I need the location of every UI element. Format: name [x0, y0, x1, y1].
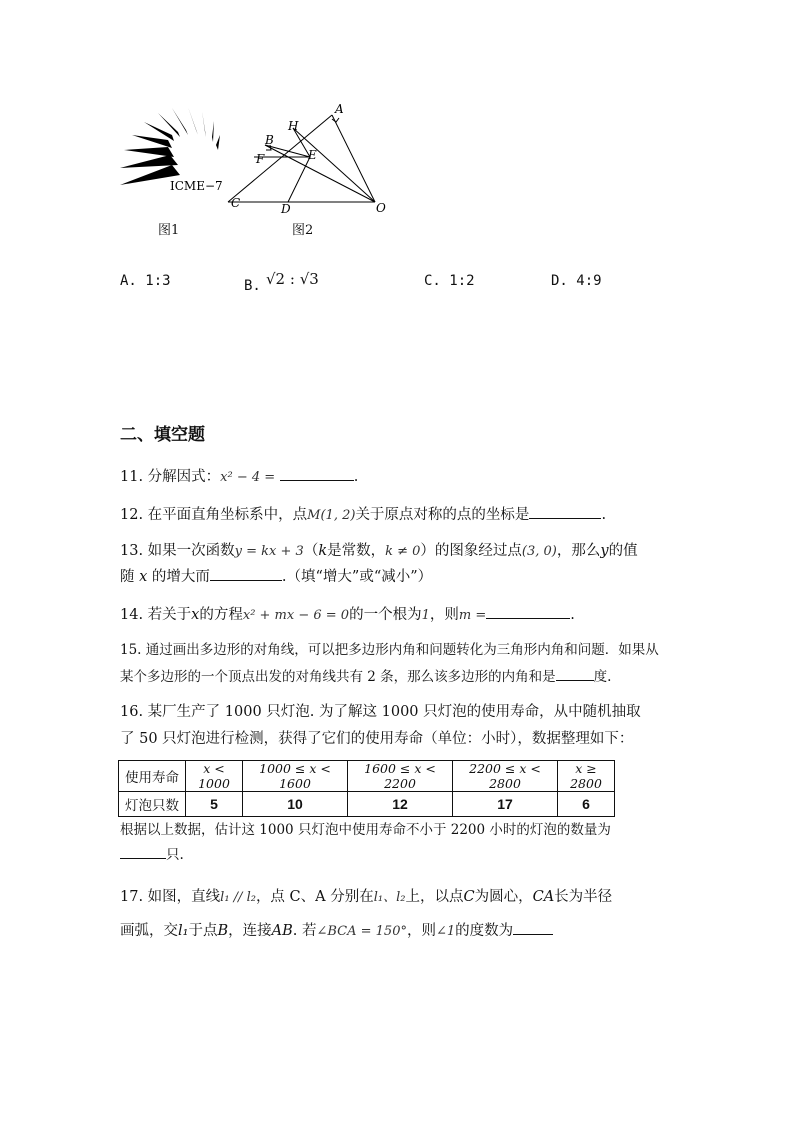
q15-line2-a: 某个多边形的一个顶点出发的对角线共有 2 条，那么该多边形的内角和是: [120, 669, 556, 685]
section-title: 二、填空题: [120, 425, 205, 445]
q13-x: x: [139, 569, 148, 585]
q11-end: .: [353, 469, 359, 485]
q15-line1: 15. 通过画出多边形的对角线，可以把多边形内角和问题转化为三角形内角和问题．如果从: [120, 642, 659, 658]
question-11: [120, 466, 358, 488]
q11-number: 11.: [120, 469, 144, 485]
q17-line2-d: . 若: [292, 923, 317, 939]
q17-line2-b: 于点: [188, 923, 218, 939]
q13-line2-b: 的增大而: [151, 569, 210, 585]
q17-c: C: [463, 889, 475, 905]
q13-line1-d: ）的图象经过点: [420, 543, 522, 559]
choice-d: D. 4:9: [551, 273, 602, 289]
q14-m: m =: [458, 608, 487, 623]
icme-text: ICME−7: [170, 179, 223, 193]
table-count-cell: 12: [348, 792, 453, 817]
point-label-h: H: [288, 119, 299, 133]
q14-end: .: [570, 607, 575, 623]
question-15-line2: [120, 666, 611, 687]
table-header-count: 灯泡只数: [119, 792, 186, 817]
q16-line4-b: 只.: [166, 847, 184, 863]
q13-k: k: [318, 543, 328, 559]
q14-text1: 14. 若关于: [120, 607, 192, 623]
point-label-o: O: [376, 201, 386, 215]
q13-answer-blank[interactable]: [210, 566, 282, 581]
question-13-line1: [120, 541, 638, 562]
q17-line1-e: 长为半径: [554, 889, 613, 905]
table-count-cell: 10: [243, 792, 348, 817]
q17-l1: l₁: [178, 923, 189, 939]
table-range-cell: 2200 ≤ x < 2800: [453, 761, 558, 792]
q16-line3: 根据以上数据，估计这 1000 只灯泡中使用寿命不小于 2200 小时的灯泡的数量为: [120, 822, 611, 838]
figure1-caption: 图1: [158, 223, 180, 238]
q17-line1-a: 17. 如图，直线: [120, 889, 221, 905]
choice-b-expr: √2 : √3: [266, 270, 319, 288]
q13-expr2: k ≠ 0: [385, 544, 421, 559]
table-count-cell: 6: [558, 792, 615, 817]
q17-line2-f: 的度数为: [455, 923, 514, 939]
point-label-d: D: [281, 202, 291, 216]
q14-expr: x² + mx − 6 = 0: [242, 608, 350, 623]
q12-expr: M(1, 2): [307, 508, 356, 523]
table-range-cell: x ≥ 2800: [558, 761, 615, 792]
point-label-e: E: [308, 148, 317, 162]
q13-line1-e: ，那么: [556, 543, 601, 559]
q14-text3: 的一个根为: [349, 607, 422, 623]
point-label-b: B: [265, 133, 274, 147]
q14-x: x: [191, 607, 200, 623]
table-row-counts: [119, 792, 615, 817]
q14-root: 1: [421, 608, 430, 623]
q17-ab: AB: [271, 923, 293, 939]
q11-answer-blank[interactable]: [280, 466, 354, 481]
question-13-line2: [120, 566, 432, 587]
q17-line2-e: ，则: [406, 923, 436, 939]
q15-answer-blank[interactable]: [556, 666, 594, 681]
question-14: [120, 604, 575, 626]
figure2-caption: 图2: [292, 223, 314, 238]
q13-line2-a: 随: [120, 569, 135, 585]
q14-text2: 的方程: [199, 607, 243, 623]
choice-b-prefix: B.: [244, 278, 261, 294]
table-count-cell: 5: [186, 792, 243, 817]
q16-line1: 16. 某厂生产了 1000 只灯泡. 为了解这 1000 只灯泡的使用寿命，从中随机抽取: [120, 704, 641, 720]
q11-expr: x² − 4 =: [220, 470, 276, 485]
point-label-f: F: [256, 152, 265, 166]
table-range-cell: 1600 ≤ x < 2200: [348, 761, 453, 792]
icme-logo: [120, 107, 220, 185]
q13-line1-c: 是常数，: [327, 543, 386, 559]
q17-expr1: l₁ // l₂: [220, 890, 256, 905]
table-count-cell: 17: [453, 792, 558, 817]
choice-a: A. 1:3: [120, 273, 171, 289]
q12-text1: 12. 在平面直角坐标系中，点: [120, 507, 308, 523]
q17-expr2: l₁、l₂: [373, 890, 406, 905]
q12-answer-blank[interactable]: [529, 504, 601, 519]
q16-line2: 了 50 只灯泡进行检测，获得了它们的使用寿命（单位：小时），数据整理如下：: [120, 731, 634, 747]
q15-line2-b: 度.: [593, 669, 612, 685]
q13-line1-f: 的值: [608, 543, 638, 559]
table-range-cell: x < 1000: [186, 761, 243, 792]
q13-line2-c: .（填“增大”或“减小”）: [281, 569, 433, 585]
question-17-line2: [120, 920, 553, 942]
q17-answer-blank[interactable]: [513, 920, 553, 935]
q16-answer-blank[interactable]: [120, 844, 166, 859]
q17-b: B: [217, 923, 229, 939]
q12-text2: 关于原点对称的点的坐标是: [355, 507, 530, 523]
q12-end: .: [601, 507, 607, 523]
choice-c: C. 1:2: [424, 273, 475, 289]
q17-line1-d: 为圆心，: [474, 889, 533, 905]
question-16-line4: [120, 844, 184, 865]
lifespan-table: [118, 760, 615, 817]
q13-expr3: (3, 0): [521, 544, 557, 559]
q14-answer-blank[interactable]: [486, 604, 570, 619]
q14-text4: ，则: [429, 607, 459, 623]
q17-line1-c: 上，以点: [405, 889, 464, 905]
q17-line2-a: 画弧，交: [120, 923, 178, 939]
question-17-line1: [120, 887, 612, 908]
q17-expr3: ∠BCA = 150°: [316, 924, 407, 939]
q17-ca: CA: [532, 889, 555, 905]
figures-svg: [110, 95, 410, 220]
q17-line2-c: ，连接: [228, 923, 272, 939]
q13-line1-a: 13. 如果一次函数: [120, 543, 235, 559]
q11-text: 分解因式：: [147, 469, 221, 485]
q13-y: y: [600, 543, 609, 559]
table-range-cell: 1000 ≤ x < 1600: [243, 761, 348, 792]
table-row-ranges: [119, 761, 615, 792]
q13-line1-b: （: [303, 543, 319, 559]
q17-expr4: ∠1: [435, 924, 456, 939]
q13-expr1: y = kx + 3: [234, 544, 304, 559]
q17-line1-b: ，点 C、A 分别在: [255, 889, 374, 905]
table-header-lifespan: 使用寿命: [119, 761, 186, 792]
point-label-a: A: [335, 102, 344, 116]
point-label-c: C: [231, 196, 241, 210]
geometry-diagram: [228, 115, 375, 202]
question-12: [120, 504, 606, 526]
